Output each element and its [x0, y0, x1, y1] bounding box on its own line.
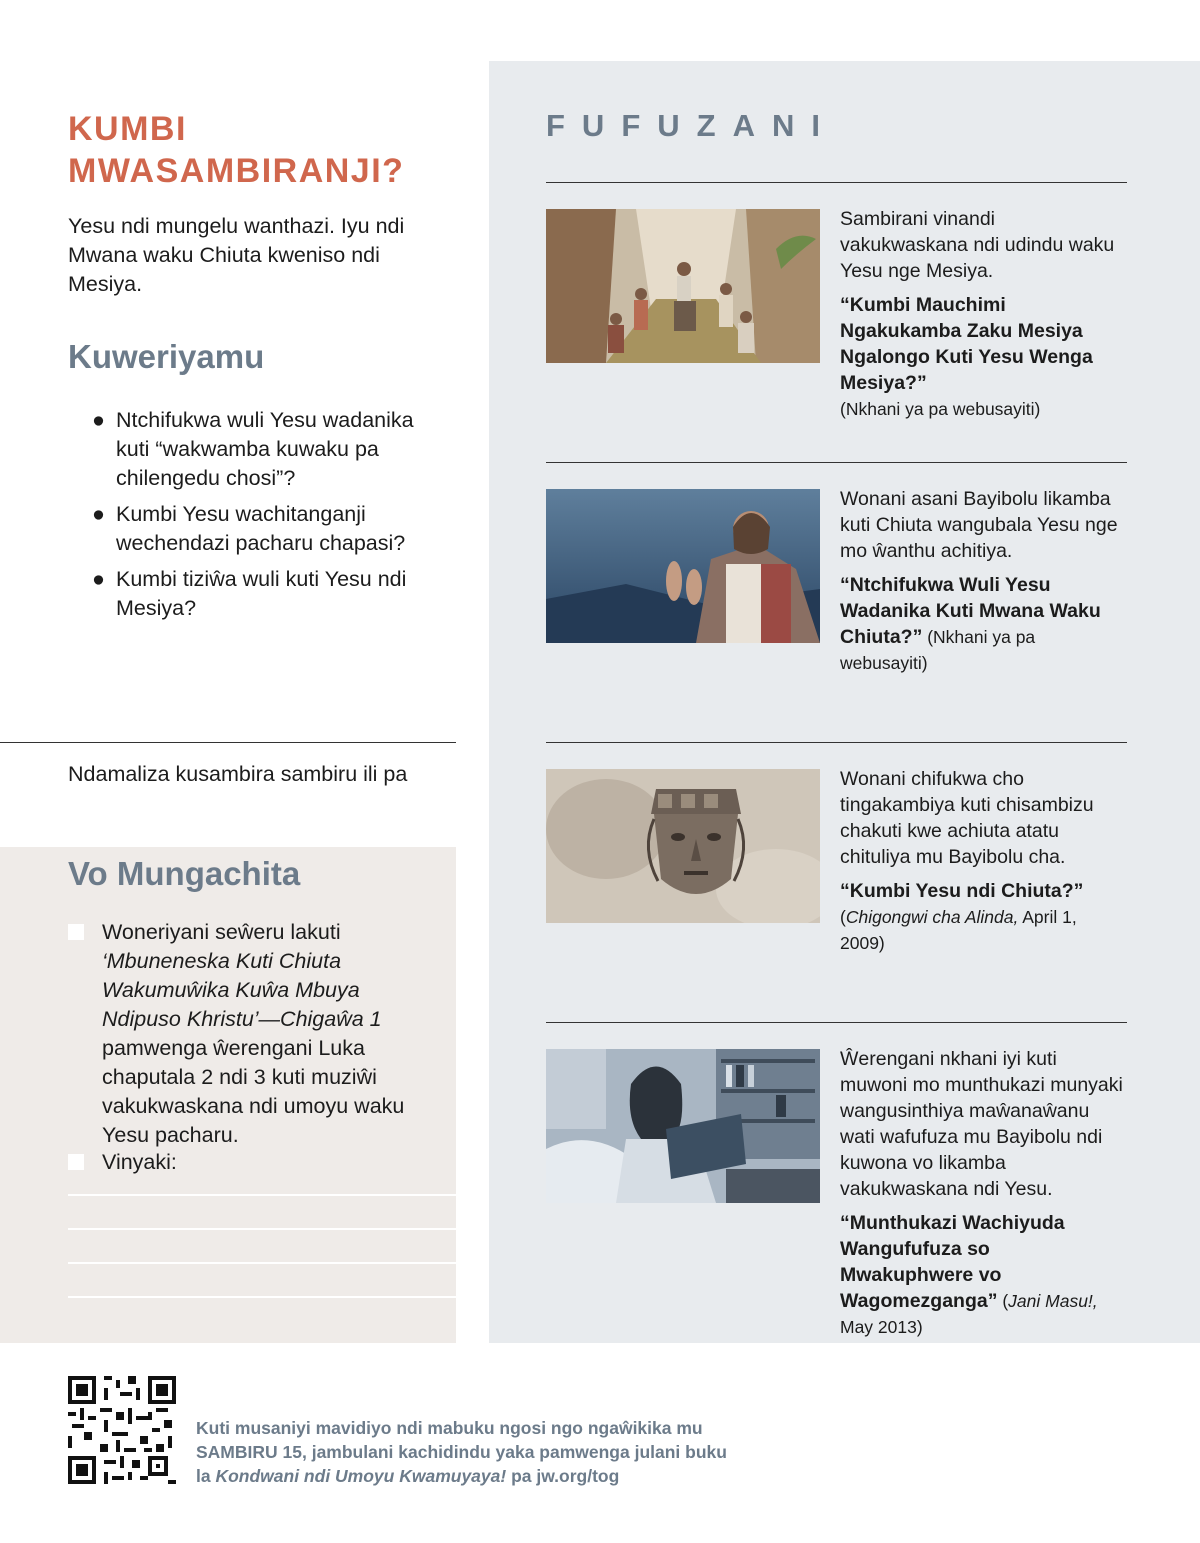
qr-code-icon[interactable] — [68, 1376, 176, 1484]
resource-source: (Nkhani ya pa webusayiti) — [840, 627, 1036, 673]
resource-title[interactable]: “Munthukazi Wachiyuda Wangufufuza so Mwakuphwere vo Wagomezganga” — [840, 1212, 1065, 1312]
todo-text: Woneriyani seŵeru lakuti ‘Mbuneneska Kuti Chiuta Wakumuŵika Kuŵa Mbuya Ndipuso Khristu’—Chigaŵa 1 pamwenga ŵerengani Luka chaputala 2 ndi 3 kuti muziŵi vakukwaskana ndi umoyu waku Yesu pacharu. — [102, 920, 405, 1147]
resource-source: (Nkhani ya pa webusayiti) — [840, 399, 1041, 419]
review-item: ● Ntchifukwa wuli Yesu wadanika kuti “wakwamba kuwaku pa chilengedu chosi”? — [92, 408, 414, 490]
resource-reference[interactable] — [840, 1210, 1125, 1340]
bullet-icon: ● — [92, 502, 105, 526]
resource-source: (Jani Masu!, May 2013) — [840, 1291, 1098, 1337]
resource-entry — [840, 206, 1125, 422]
writing-line[interactable] — [68, 1262, 456, 1264]
resource-description: Sambirani vinandi vakukwaskana ndi udindu waku Yesu nge Mesiya. — [840, 208, 1115, 282]
bullet-icon: ● — [92, 408, 105, 432]
divider — [546, 462, 1127, 463]
bullet-icon: ● — [92, 567, 105, 591]
resource-entry — [840, 486, 1125, 676]
resource-title[interactable]: “Kumbi Mauchimi Ngakukamba Zaku Mesiya Ngalongo Kuti Yesu Wenga Mesiya?” — [840, 294, 1093, 394]
divider — [546, 182, 1127, 183]
resource-title[interactable]: “Ntchifukwa Wuli Yesu Wadanika Kuti Mwana Waku Chiuta?” — [840, 574, 1101, 648]
resource-source: (Chigongwi cha Alinda, April 1, 2009) — [840, 907, 1077, 953]
lesson-summary: Yesu ndi mungelu wanthazi. Iyu ndi Mwana waku Chiuta kweniso ndi Mesiya. — [68, 214, 405, 296]
resource-reference[interactable] — [840, 292, 1125, 422]
divider — [0, 742, 456, 743]
footer-note: Kuti musaniyi mavidiyo ndi mabuku ngosi ngo ngaŵikika mu SAMBIRU 15, jambulani kachidindu yaka pamwenga julani buku la Kondwani ndi Umoyu Kwamuyaya! pa jw.org/tog — [196, 1418, 727, 1486]
resource-description: Wonani asani Bayibolu likamba kuti Chiuta wangubala Yesu nge mo ŵanthu achitiya. — [840, 488, 1118, 562]
illustration-three-faced-statue — [546, 769, 820, 923]
resource-reference[interactable] — [840, 878, 1125, 956]
checkbox[interactable] — [68, 924, 84, 940]
review-item: ● Kumbi Yesu wachitanganji wechendazi pacharu chapasi? — [92, 502, 406, 555]
illustration-jesus-donkey — [546, 209, 820, 363]
resource-reference[interactable] — [840, 572, 1125, 676]
review-heading: Kuweriyamu — [68, 338, 265, 375]
resource-entry — [840, 766, 1125, 956]
divider — [546, 1022, 1127, 1023]
resource-entry — [840, 1046, 1125, 1340]
resource-description: Wonani chifukwa cho tingakambiya kuti chisambizu chakuti kwe achiuta atatu chituliya mu Bayibolu cha. — [840, 768, 1094, 868]
writing-line[interactable] — [68, 1194, 456, 1196]
illustration-woman-reading — [546, 1049, 820, 1203]
writing-line[interactable] — [68, 1296, 456, 1298]
lesson-question-title: KUMBI MWASAMBIRANJI? — [68, 110, 405, 190]
checkbox[interactable] — [68, 1154, 84, 1170]
review-list — [92, 406, 452, 630]
writing-line[interactable] — [68, 1228, 456, 1230]
research-title: FUFUZANI — [546, 108, 837, 143]
todo-text: Vinyaki: — [102, 1150, 177, 1174]
completion-line: Ndamaliza kusambira sambiru ili pa — [68, 762, 408, 786]
todo-item — [68, 1148, 438, 1177]
todo-item — [68, 918, 438, 1150]
resource-description: Ŵerengani nkhani iyi kuti muwoni mo munthukazi munyaki wangusinthiya maŵanaŵanu wati wafufuza mu Bayibolu ndi kuwona vo likamba vakukwaskana ndi Yesu. — [840, 1048, 1123, 1200]
divider — [546, 742, 1127, 743]
resource-title[interactable]: “Kumbi Yesu ndi Chiuta?” — [840, 880, 1084, 902]
todo-heading: Vo Mungachita — [68, 855, 301, 892]
illustration-jesus-praying — [546, 489, 820, 643]
review-item: ● Kumbi tiziŵa wuli kuti Yesu ndi Mesiya? — [92, 567, 407, 620]
